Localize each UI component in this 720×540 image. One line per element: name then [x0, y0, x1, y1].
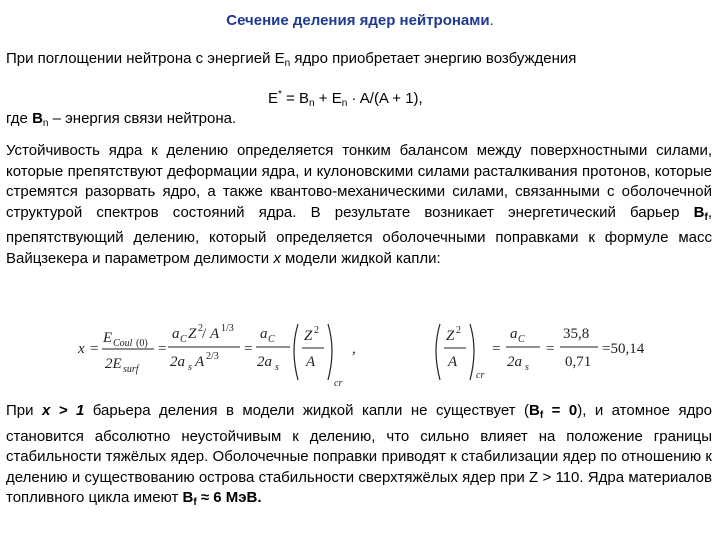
barrier-paragraph: При x > 1 барьера деления в модели жидкой капли не существует $(B_f = 0)$, и атомное ядро становится абсолютно неустойчивым к делению, что сильно влияет на положение границы стабильности тяжёлых ядер. Оболочечные поправки приводят к стабилизации ядер по отношению к делению и существованию острова стабильности сверхтяжёлых ядер при Z > 110. Ядра материалов топливного цикла имеют $B_f \approx 6$ МэВ.	[6, 402, 713, 508]
svg-text:Z: Z	[446, 328, 455, 344]
formula-x: x	[78, 341, 85, 357]
slide-title: Сечение деления ядер нейтронами.	[226, 12, 494, 29]
svg-text:A: A	[195, 354, 205, 370]
svg-text:Z: Z	[188, 326, 197, 342]
svg-text:,: ,	[352, 341, 356, 357]
svg-text:1/3: 1/3	[221, 323, 234, 334]
svg-text:s: s	[525, 362, 529, 373]
svg-text:cr: cr	[334, 378, 343, 389]
svg-text:=: =	[158, 341, 167, 357]
svg-text:0,71: 0,71	[565, 354, 592, 370]
svg-text:a: a	[510, 326, 518, 342]
svg-text:2: 2	[456, 325, 461, 336]
svg-text:a: a	[172, 326, 180, 342]
definition-line: где $B_n$ – энергия связи нейтрона.	[6, 110, 237, 129]
svg-text:Coul: Coul	[113, 338, 133, 349]
svg-text:A: A	[210, 326, 220, 342]
svg-text:s: s	[188, 362, 192, 373]
svg-text:2E: 2E	[105, 356, 122, 372]
svg-text:2: 2	[314, 325, 319, 336]
svg-text:=: =	[90, 341, 99, 357]
svg-text:cr: cr	[476, 370, 485, 381]
svg-text:2: 2	[198, 323, 203, 334]
svg-text:=: =	[546, 341, 555, 357]
svg-text:=: =	[492, 341, 501, 357]
svg-text:2/3: 2/3	[206, 351, 219, 362]
excitation-energy-equation: $E^* = B_n + E_n \cdot A/(A + 1)$,	[268, 89, 423, 109]
svg-text:2a: 2a	[507, 354, 522, 370]
svg-text:C: C	[268, 334, 275, 345]
svg-text:A: A	[448, 354, 458, 370]
svg-text:=: =	[244, 341, 253, 357]
svg-text:(0): (0)	[136, 338, 148, 349]
svg-text:Z: Z	[304, 328, 313, 344]
svg-text:a: a	[260, 326, 268, 342]
intro-line: При поглощении нейтрона с энергией $E_n$ ядро приобретает энергию возбуждения	[6, 50, 577, 69]
stability-paragraph: Устойчивость ядра к делению определяется тонким балансом между поверхностными силами, которые препятствуют деформации ядра, и кулоновскими силами расталкивания протонов, которые стремятся разорвать ядро, а также квантово-механическими силами, связанными с оболочечной структурой спектров состояний ядра. В результате возникает энергетический барьер $B_f$, препятствующий делению, который определяется оболочечными поправками к формуле масс Вайцзекера и параметром делимости x модели жидкой капли:	[6, 142, 712, 267]
svg-text:C: C	[518, 334, 525, 345]
svg-text:2a: 2a	[257, 354, 272, 370]
svg-text:A: A	[306, 354, 316, 370]
svg-text:E: E	[103, 330, 113, 346]
svg-text:C: C	[180, 334, 187, 345]
svg-text:surf: surf	[123, 364, 139, 375]
fissility-formula	[60, 318, 680, 398]
svg-text:2a: 2a	[170, 354, 185, 370]
svg-text:s: s	[275, 362, 279, 373]
svg-text:35,8: 35,8	[563, 326, 590, 342]
svg-text:/: /	[202, 326, 207, 342]
svg-text:=50,14: =50,14	[602, 341, 645, 357]
